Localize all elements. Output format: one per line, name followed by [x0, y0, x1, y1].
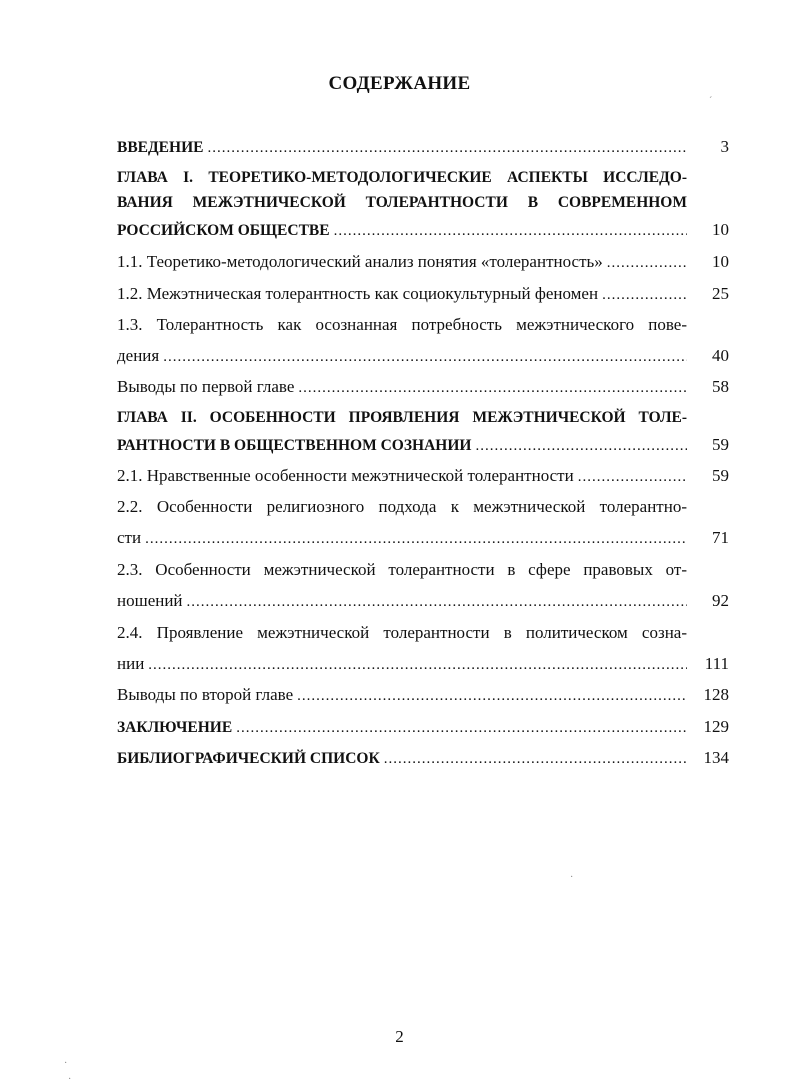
toc-entry-title: ЗАКЛЮЧЕНИЕ [117, 719, 233, 736]
toc-leader-dots [148, 653, 687, 677]
scan-speck: · [68, 1074, 72, 1085]
toc-entry-section-2-3[interactable] [117, 589, 729, 613]
toc-leader-dots [187, 590, 687, 614]
toc-page-number: 40 [712, 346, 729, 365]
toc-entry-title: ВВЕДЕНИЕ [117, 139, 204, 156]
toc-leader-dots [607, 251, 687, 275]
toc-entry-title: 2.1. Нравственные особенности межэтнической толерантности [117, 466, 574, 485]
toc-entry-section-2-2[interactable] [117, 526, 729, 550]
toc-leader-dots [578, 465, 687, 489]
toc-entry-title-line: ВАНИЯ МЕЖЭТНИЧЕСКОЙ ТОЛЕРАНТНОСТИ В СОВРЕМЕННОМ [117, 194, 687, 211]
toc-entry-title-line: ГЛАВА I. ТЕОРЕТИКО-МЕТОДОЛОГИЧЕСКИЕ АСПЕКТЫ ИССЛЕДО- [117, 169, 687, 186]
toc-leader-dots [602, 283, 687, 307]
toc-entry-title: ношений [117, 591, 183, 610]
toc-entry-title-line: 2.4. Проявление межэтнической толерантности в политическом созна- [117, 623, 687, 642]
toc-page-number: 129 [703, 717, 729, 736]
toc-page-number: 128 [703, 685, 729, 704]
toc-entry-section-2-2-line-1[interactable] [117, 495, 729, 519]
toc-leader-dots [236, 716, 687, 740]
toc-leader-dots [298, 376, 687, 400]
toc-entry-title-line: 2.3. Особенности межэтнической толерантности в сфере правовых от- [117, 560, 687, 579]
toc-entry-title: 1.1. Теоретико-методологический анализ понятия «толерантность» [117, 252, 603, 271]
toc-entry-section-1-1[interactable] [117, 250, 729, 274]
scan-speck: · [570, 872, 574, 883]
toc-page-number: 59 [712, 466, 729, 485]
toc-page-number: 92 [712, 591, 729, 610]
toc-entry-conclusion[interactable] [117, 715, 729, 739]
toc-entry-title: РАНТНОСТИ В ОБЩЕСТВЕННОМ СОЗНАНИИ [117, 437, 472, 454]
toc-page-number: 3 [720, 137, 729, 156]
toc-entry-title: Выводы по второй главе [117, 685, 294, 704]
scan-speck: ˊ [709, 96, 713, 107]
toc-entry-section-1-2[interactable] [117, 282, 729, 306]
toc-entry-chapter-1-line-1[interactable] [117, 166, 729, 190]
toc-entry-title: нии [117, 654, 145, 673]
toc-entry-section-2-3-line-1[interactable] [117, 558, 729, 582]
page-title: СОДЕРЖАНИЕ [328, 73, 471, 94]
toc-entry-title: дения [117, 346, 160, 365]
toc-leader-dots [475, 434, 687, 458]
toc-entry-chapter-1[interactable] [117, 218, 729, 242]
toc-entry-section-1-3-line-1[interactable] [117, 313, 729, 337]
toc-entry-section-2-4-line-1[interactable] [117, 621, 729, 645]
toc-entry-chapter-2[interactable] [117, 433, 729, 457]
toc-page-number: 10 [712, 252, 729, 271]
toc-page-number: 59 [712, 435, 729, 454]
toc-entry-bibliography[interactable] [117, 746, 729, 770]
toc-entry-section-2-1[interactable] [117, 464, 729, 488]
toc-page-number: 111 [704, 654, 729, 673]
toc-leader-dots [145, 527, 687, 551]
toc-entry-title: Выводы по первой главе [117, 377, 295, 396]
toc-page-number: 58 [712, 377, 729, 396]
toc-entry-title-line: 1.3. Толерантность как осознанная потребность межэтнического пове- [117, 315, 687, 334]
toc-entry-section-1-3[interactable] [117, 344, 729, 368]
toc-entry-title: 1.2. Межэтническая толерантность как социокультурный феномен [117, 284, 599, 303]
toc-entry-title: БИБЛИОГРАФИЧЕСКИЙ СПИСОК [117, 750, 380, 767]
toc-entry-title-line: ГЛАВА II. ОСОБЕННОСТИ ПРОЯВЛЕНИЯ МЕЖЭТНИЧЕСКОЙ ТОЛЕ- [117, 409, 687, 426]
toc-entry-chapter-2-line-1[interactable] [117, 406, 729, 430]
toc-leader-dots [334, 219, 687, 243]
toc-entry-title-line: 2.2. Особенности религиозного подхода к межэтнической толерантно- [117, 497, 687, 516]
toc-entry-conclusions-1[interactable] [117, 375, 729, 399]
toc-page-number: 25 [712, 284, 729, 303]
toc-entry-introduction[interactable] [117, 135, 729, 159]
toc-leader-dots [163, 345, 687, 369]
toc-page-number: 71 [712, 528, 729, 547]
toc-leader-dots [384, 747, 687, 771]
toc-entry-section-2-4[interactable] [117, 652, 729, 676]
scan-speck: · [64, 1058, 68, 1069]
toc-entry-title: сти [117, 528, 142, 547]
toc-entry-conclusions-2[interactable] [117, 683, 729, 707]
toc-page-number: 134 [703, 748, 729, 767]
toc-entry-title: РОССИЙСКОМ ОБЩЕСТВЕ [117, 222, 330, 239]
toc-page-number: 10 [712, 220, 729, 239]
toc-leader-dots [207, 136, 687, 160]
page-number: 2 [395, 1027, 404, 1046]
toc-leader-dots [297, 684, 687, 708]
toc-entry-chapter-1-line-2[interactable] [117, 191, 729, 215]
